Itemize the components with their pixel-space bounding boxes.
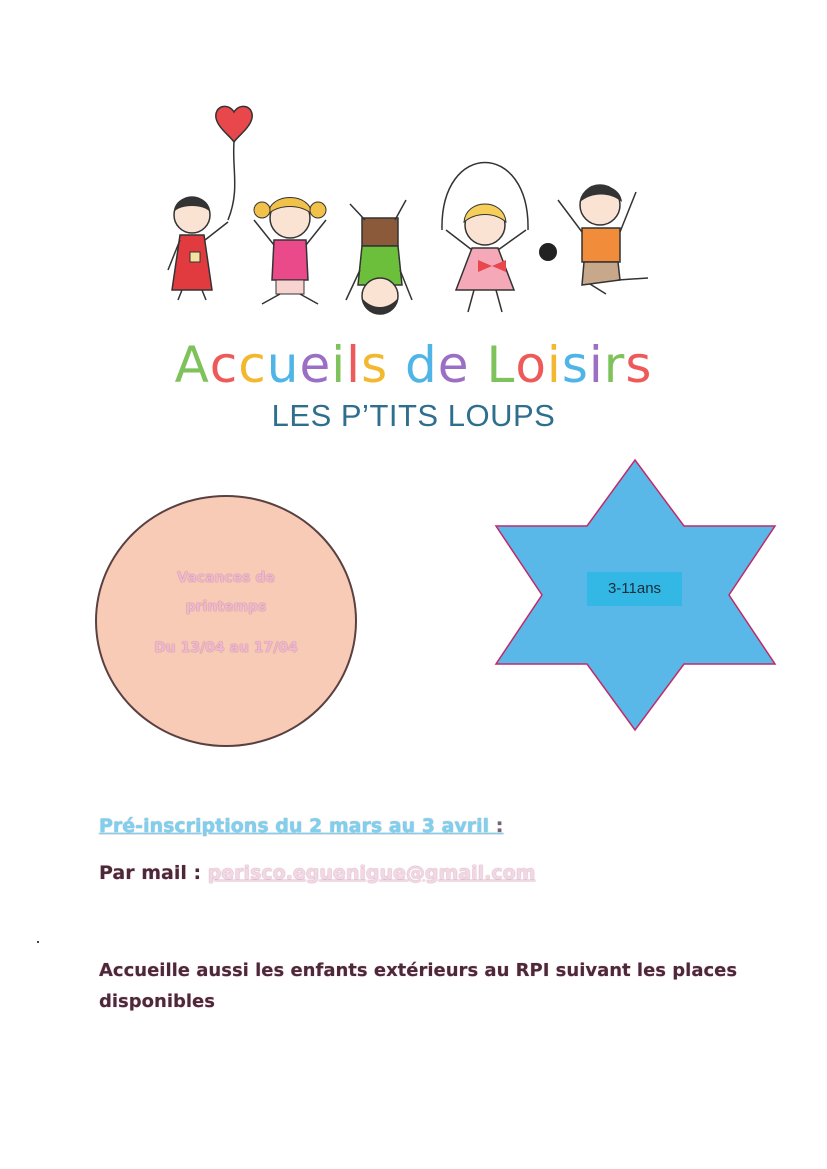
title-letter: i xyxy=(546,336,562,394)
age-range-label: 3-11ans xyxy=(587,572,682,606)
kid-boy-handstand-icon xyxy=(346,200,412,315)
title-letter xyxy=(470,330,487,400)
title-letter: e xyxy=(437,336,470,394)
circle-line-printemps: printemps xyxy=(185,599,267,615)
title-letter: L xyxy=(486,336,516,394)
title-letter: o xyxy=(515,336,547,394)
kid-girl-red-dress-icon xyxy=(168,197,228,300)
title-letter: i xyxy=(331,336,347,394)
ball-icon xyxy=(539,243,557,261)
title-letter: A xyxy=(174,336,210,394)
title-letter: s xyxy=(361,336,389,394)
dates-circle xyxy=(95,495,357,747)
title-letter xyxy=(388,330,405,400)
mail-line xyxy=(99,862,535,884)
children-illustration xyxy=(150,100,670,330)
title-letter: c xyxy=(238,336,267,394)
mail-address-link[interactable]: perisco.eguenigue@gmail.com xyxy=(207,862,536,884)
heart-balloon-icon xyxy=(216,106,252,220)
note-text: Accueille aussi les enfants extérieurs au RPI suivant les places disponibles xyxy=(99,960,738,1012)
page-subtitle: LES P’TITS LOUPS xyxy=(271,398,556,433)
kid-girl-jump-rope-icon xyxy=(442,163,528,313)
title-letter: s xyxy=(561,336,589,394)
kid-boy-orange-shirt-icon xyxy=(558,185,648,294)
kid-girl-pigtails-icon xyxy=(254,198,326,305)
preinscription-line xyxy=(99,815,503,837)
title-letter: r xyxy=(603,336,626,394)
title-letter: e xyxy=(299,336,332,394)
mail-label: Par mail : xyxy=(99,862,208,884)
title-letter: u xyxy=(266,336,300,394)
preinscription-colon: : xyxy=(489,815,504,837)
stray-dot xyxy=(37,941,39,943)
title-letter: d xyxy=(405,336,438,394)
circle-line-vacances: Vacances de xyxy=(177,570,275,586)
title-letter: c xyxy=(209,336,239,394)
title-letter: i xyxy=(588,336,604,394)
page-title xyxy=(0,330,827,400)
preinscription-text: Pré-inscriptions du 2 mars au 3 avril xyxy=(99,815,490,837)
title-letter: l xyxy=(346,336,362,394)
circle-line-dates: Du 13/04 au 17/04 xyxy=(154,640,298,656)
title-letter: s xyxy=(625,336,653,394)
